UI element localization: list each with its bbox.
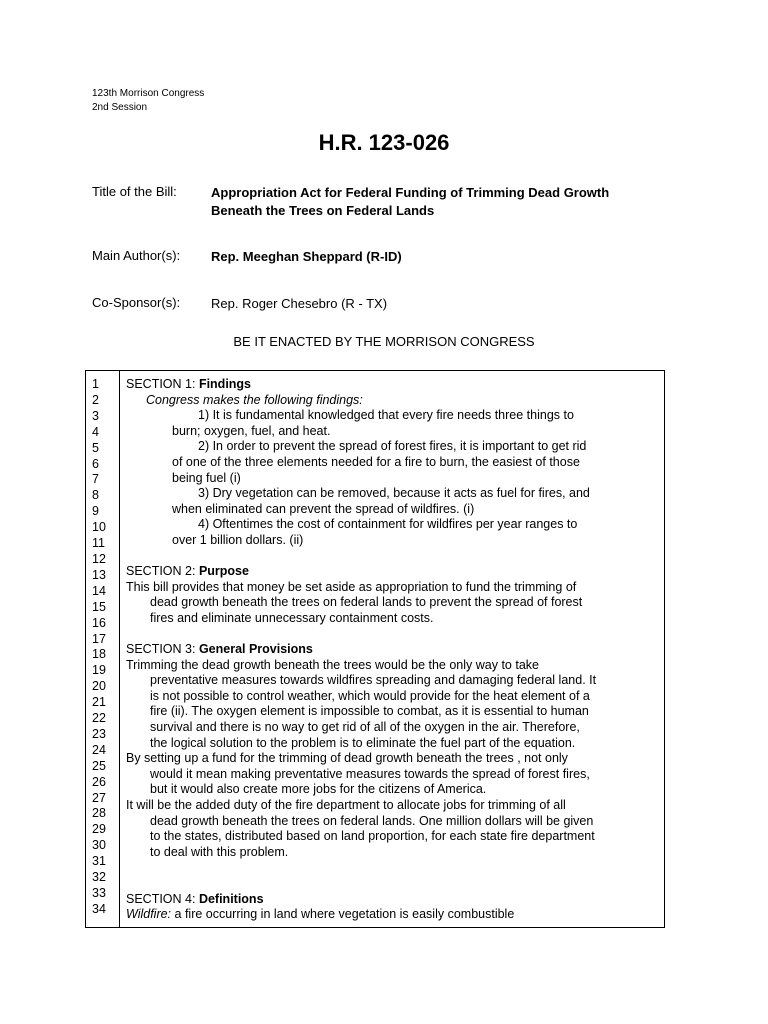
line-number: 17 bbox=[92, 631, 106, 646]
line-number: 2 bbox=[92, 392, 99, 407]
line-number: 16 bbox=[92, 615, 106, 630]
section-3-line: By setting up a fund for the trimming of dead growth beneath the trees , not only bbox=[126, 751, 568, 766]
finding-2-line-1: 2) In order to prevent the spread of forest fires, it is important to get rid bbox=[198, 439, 587, 454]
section-3-line: is not possible to control weather, which would provide for the heat element of a bbox=[150, 688, 590, 703]
line-number: 14 bbox=[92, 583, 106, 598]
line-number: 26 bbox=[92, 774, 106, 789]
section-3-line: survival and there is no way to get rid of all of the oxygen in the air. Therefore, bbox=[150, 720, 580, 735]
section-3-label: SECTION 3: bbox=[126, 642, 199, 657]
definition-text: a fire occurring in land where vegetation is easily combustible bbox=[171, 907, 515, 922]
section-3-line: Trimming the dead growth beneath the trees would be the only way to take bbox=[126, 657, 539, 672]
section-4-label: SECTION 4: bbox=[126, 891, 199, 906]
line-number: 25 bbox=[92, 758, 106, 773]
line-number: 7 bbox=[92, 472, 99, 487]
section-2-paragraph bbox=[126, 580, 660, 627]
section-2-heading bbox=[126, 564, 660, 580]
line-number: 11 bbox=[92, 536, 105, 551]
bill-title-line-1: Appropriation Act for Federal Funding of Trimming Dead Growth bbox=[211, 185, 610, 200]
finding-3-line-1: 3) Dry vegetation can be removed, because it acts as fuel for fires, and bbox=[198, 486, 590, 501]
line-number: 31 bbox=[92, 854, 106, 869]
finding-3-line-2: when eliminated can prevent the spread of wildfires. (i) bbox=[172, 501, 475, 516]
bill-title-line-2: Beneath the Trees on Federal Lands bbox=[211, 203, 435, 218]
line-number: 34 bbox=[92, 901, 106, 916]
section-2-line: dead growth beneath the trees on federal lands to prevent the spread of forest bbox=[150, 595, 583, 610]
section-2-title: Purpose bbox=[198, 564, 249, 579]
section-1-title: Findings bbox=[198, 377, 252, 391]
section-3-heading bbox=[126, 642, 660, 658]
spacer bbox=[126, 627, 660, 643]
line-number: 24 bbox=[92, 742, 106, 757]
cosponsor-label: Co-Sponsor(s): bbox=[92, 295, 181, 310]
section-2-line: This bill provides that money be set aside as appropriation to fund the trimming of bbox=[126, 579, 577, 594]
finding-1-line-1: 1) It is fundamental knowledged that every fire needs three things to bbox=[198, 408, 574, 423]
section-1-heading bbox=[126, 377, 660, 393]
section-3-line: but it would also create more jobs for the citizens of America. bbox=[150, 782, 487, 797]
line-number-divider bbox=[119, 371, 120, 927]
section-4-title: Definitions bbox=[198, 891, 264, 906]
finding-1-line-2: burn; oxygen, fuel, and heat. bbox=[172, 423, 331, 438]
section-3-line: to the states, distributed based on land proportion, for each state fire department bbox=[150, 829, 595, 844]
author-value: Rep. Meeghan Sheppard (R-ID) bbox=[211, 249, 402, 264]
section-1-label: SECTION 1: bbox=[126, 377, 199, 391]
line-number: 30 bbox=[92, 838, 106, 853]
line-number: 9 bbox=[92, 504, 99, 519]
spacer bbox=[126, 860, 660, 891]
author-label: Main Author(s): bbox=[92, 248, 181, 263]
line-number: 6 bbox=[92, 456, 99, 471]
line-number: 12 bbox=[92, 551, 106, 566]
line-number: 4 bbox=[92, 424, 99, 439]
section-3-line: the logical solution to the problem is to eliminate the fuel part of the equation. bbox=[150, 735, 576, 750]
section-2-line: fires and eliminate unnecessary containment costs. bbox=[150, 610, 434, 625]
line-number: 27 bbox=[92, 790, 106, 805]
line-number: 23 bbox=[92, 726, 106, 741]
bill-body bbox=[126, 377, 660, 923]
finding-4-line-2: over 1 billion dollars. (ii) bbox=[172, 532, 304, 547]
definition-wildfire bbox=[126, 907, 660, 923]
congress-name: 123th Morrison Congress bbox=[92, 88, 205, 99]
line-number: 21 bbox=[92, 695, 106, 710]
title-label: Title of the Bill: bbox=[92, 184, 177, 199]
definition-term: Wildfire: bbox=[126, 907, 172, 922]
section-3-title: General Provisions bbox=[198, 642, 313, 657]
spacer bbox=[126, 549, 660, 565]
line-number: 15 bbox=[92, 599, 106, 614]
section-3-line: It will be the added duty of the fire department to allocate jobs for trimming of all bbox=[126, 798, 566, 813]
finding-2-line-2: of one of the three elements needed for a fire to burn, the easiest of those bbox=[172, 454, 580, 469]
line-number: 1 bbox=[92, 377, 99, 391]
line-number: 29 bbox=[92, 822, 106, 837]
section-3-paragraph-1 bbox=[126, 658, 660, 752]
section-3-line: preventative measures towards wildfires spreading and damaging federal land. It bbox=[150, 673, 597, 688]
section-3-paragraph-3 bbox=[126, 798, 660, 860]
finding-2-line-3: being fuel (i) bbox=[172, 470, 241, 485]
section-2-label: SECTION 2: bbox=[126, 564, 199, 579]
bill-title bbox=[211, 184, 609, 220]
line-number: 32 bbox=[92, 870, 106, 885]
enacting-clause: BE IT ENACTED BY THE MORRISON CONGRESS bbox=[233, 334, 535, 349]
line-number: 28 bbox=[92, 806, 106, 821]
section-3-paragraph-2 bbox=[126, 751, 660, 798]
line-number: 3 bbox=[92, 408, 99, 423]
line-number: 5 bbox=[92, 440, 99, 455]
line-number: 33 bbox=[92, 886, 106, 900]
section-1-intro: Congress makes the following findings: bbox=[146, 392, 363, 407]
line-number: 19 bbox=[92, 663, 106, 678]
section-3-line: dead growth beneath the trees on federal lands. One million dollars will be given bbox=[150, 813, 594, 828]
line-number: 13 bbox=[92, 567, 106, 582]
bill-number: H.R. 123-026 bbox=[318, 130, 450, 155]
line-number: 20 bbox=[92, 679, 106, 694]
session-name: 2nd Session bbox=[92, 102, 148, 113]
section-3-line: fire (ii). The oxygen element is impossible to combat, as it is essential to human bbox=[150, 704, 589, 719]
section-3-line: would it mean making preventative measures towards the spread of forest fires, bbox=[150, 766, 590, 781]
congress-header bbox=[92, 87, 204, 115]
finding-4-line-1: 4) Oftentimes the cost of containment for wildfires per year ranges to bbox=[198, 517, 578, 532]
line-numbers bbox=[92, 377, 106, 918]
line-number: 18 bbox=[92, 647, 106, 662]
line-number: 22 bbox=[92, 711, 106, 726]
line-number: 8 bbox=[92, 488, 99, 503]
line-number: 10 bbox=[92, 520, 106, 535]
bill-text-box bbox=[85, 370, 665, 928]
cosponsor-value: Rep. Roger Chesebro (R - TX) bbox=[211, 296, 388, 311]
section-3-line: to deal with this problem. bbox=[150, 844, 289, 859]
section-4-heading bbox=[126, 892, 660, 908]
